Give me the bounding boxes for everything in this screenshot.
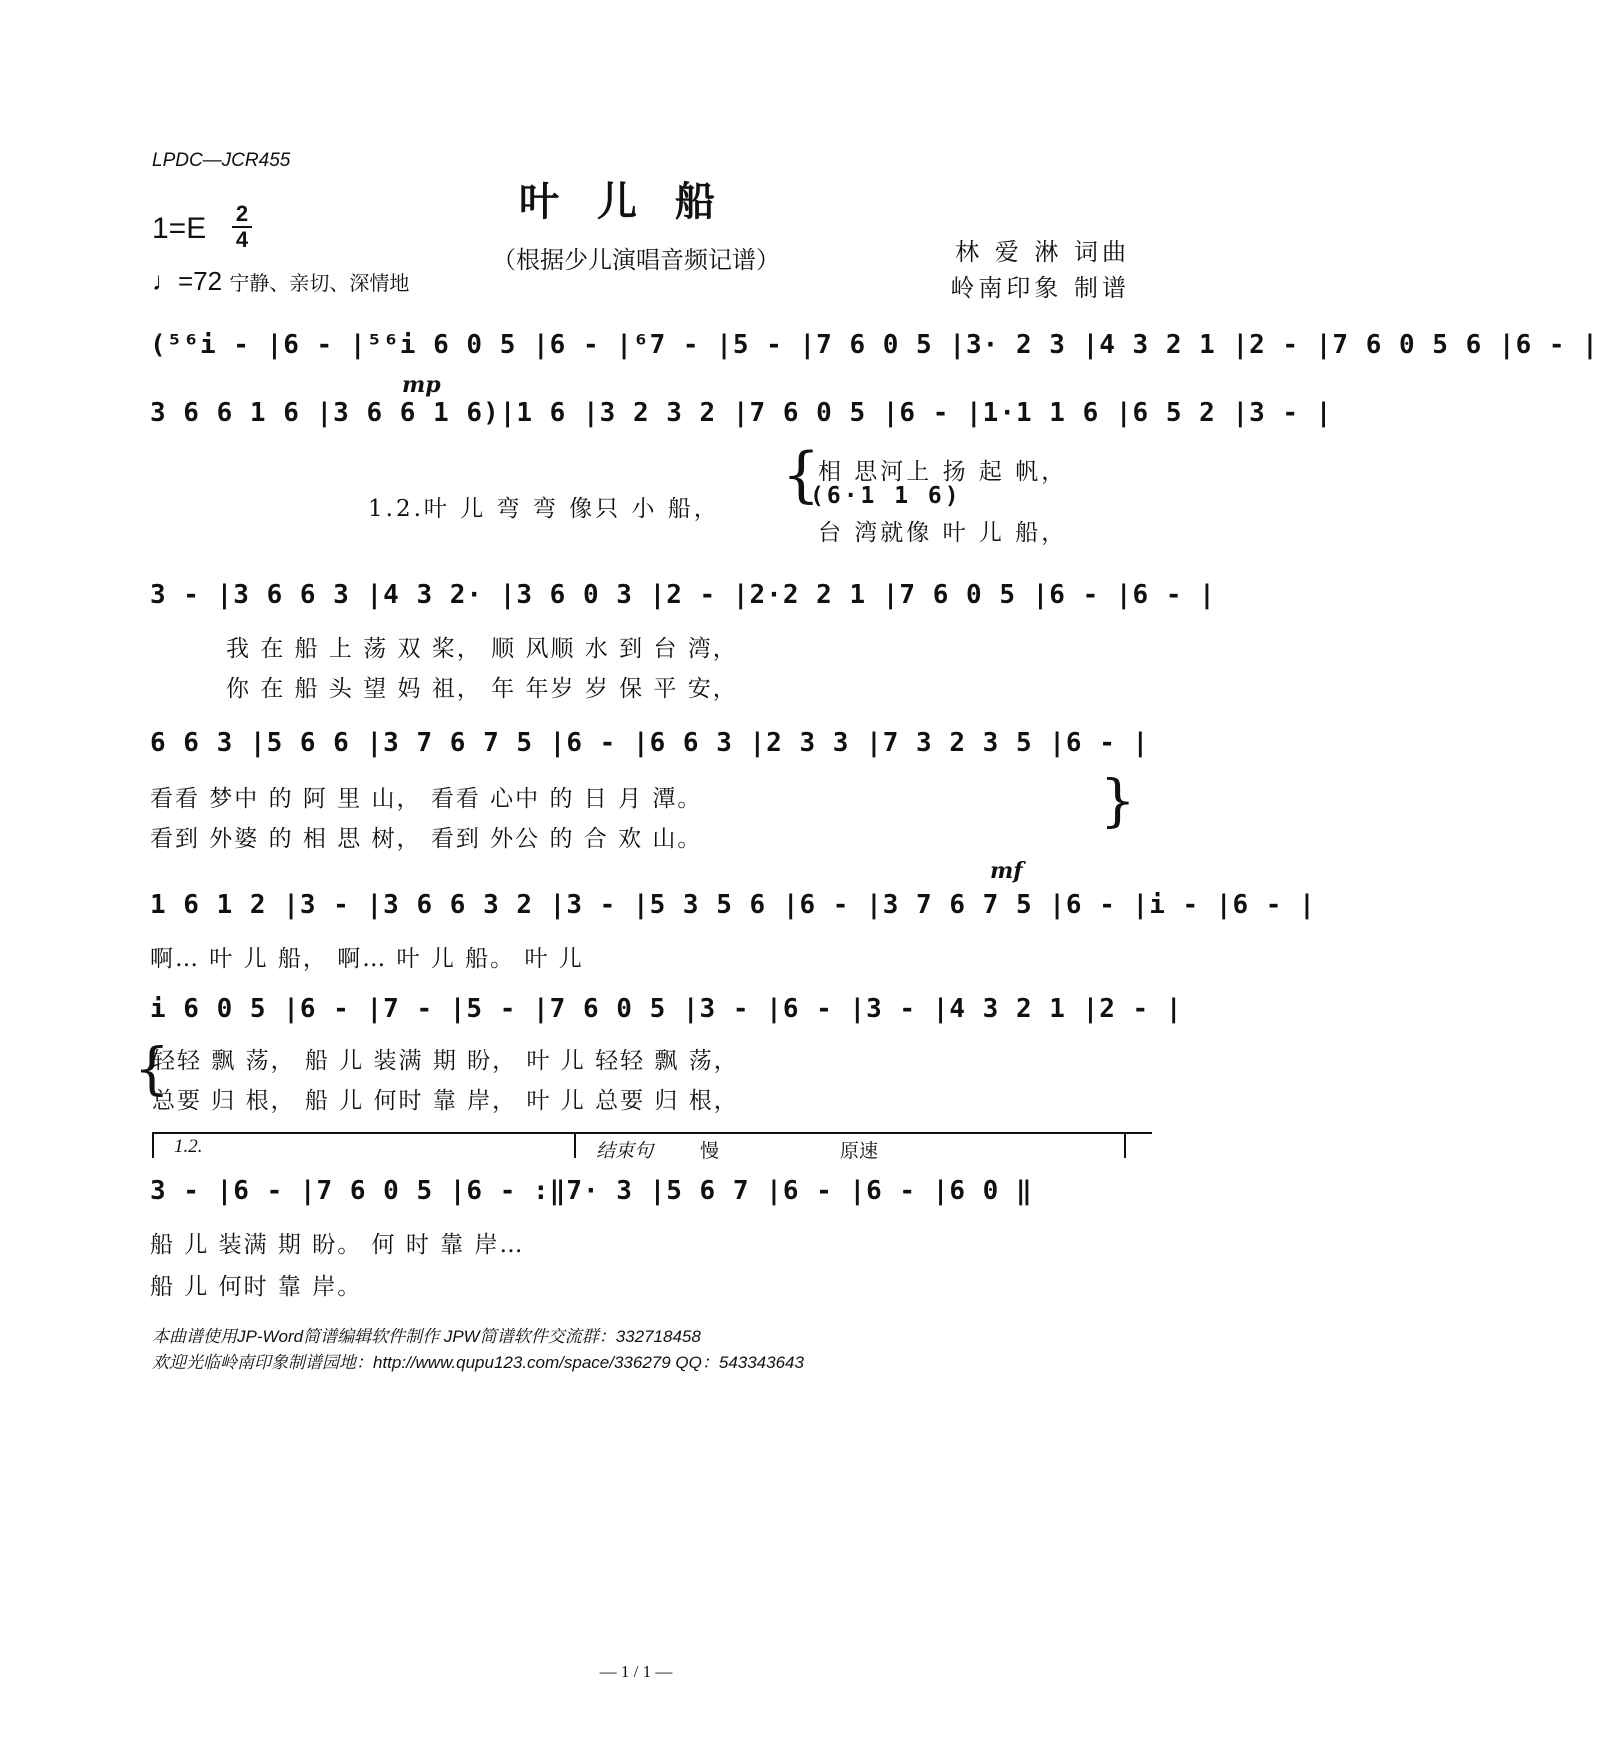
song-title: 叶儿船 <box>519 178 753 225</box>
score-row-1: (⁵⁶i - |6 - |⁵⁶i 6 0 5 |6 - |⁶7 - |5 - |7 6 0 5 |3· 2 3 |4 3 2 1 |2 - |7 6 0 5 6 |6 - | <box>150 330 1599 360</box>
arranger-credit: 岭南印象 制谱 <box>950 274 1130 302</box>
dynamic-mp: mp <box>402 372 441 398</box>
lyric-row-2-verse-1: 相 思河上 扬 起 帆， <box>818 459 1068 485</box>
lyricist-credit: 林 爱 淋 词曲 <box>955 238 1130 266</box>
verse-brace-left: { <box>782 440 821 510</box>
score-row-3: 3 - |3 6 6 3 |4 3 2· |3 6 0 3 |2 - |2·2 2 1 |7 6 0 5 |6 - |6 - | <box>150 580 1216 610</box>
lyric-row-2-verse-2: 台 湾就像 叶 儿 船， <box>818 520 1068 546</box>
lyric-row-6-verse-2: 总要 归 根， 船 儿 何时 靠 岸， 叶 儿 总要 归 根， <box>152 1088 739 1114</box>
score-row-7: 3 - |6 - |7 6 0 5 |6 - :‖7· 3 |5 6 7 |6 - |6 - |6 0 ‖ <box>150 1176 1033 1206</box>
score-row-5: 1 6 1 2 |3 - |3 6 6 3 2 |3 - |5 3 5 6 |6 - |3 7 6 7 5 |6 - |i - |6 - | <box>150 890 1316 920</box>
footer-line-2: 欢迎光临岭南印象制谱园地：http://www.qupu123.com/space/336279 QQ：543343643 <box>152 1353 804 1372</box>
tempo-original: 原速 <box>840 1140 879 1162</box>
lyric-row-4-verse-1: 看看 梦中 的 阿 里 山， 看看 心中 的 日 月 潭。 <box>150 786 703 812</box>
page-number: — 1 / 1 — <box>599 1662 673 1681</box>
volta-mid-tick <box>574 1132 576 1158</box>
volta-bracket <box>152 1132 1152 1134</box>
ending-label: 结束句 <box>596 1140 654 1162</box>
lyric-row-5: 啊… 叶 儿 船， 啊… 叶 儿 船。 叶 儿 <box>150 946 584 972</box>
lyric-row-3-verse-2: 你 在 船 头 望 妈 祖， 年 年岁 岁 保 平 安， <box>226 676 738 702</box>
time-signature-bottom: 4 <box>235 227 249 252</box>
tempo-value: ♩=72 <box>152 266 223 296</box>
volta-right-tick <box>1124 1132 1126 1158</box>
lyric-row-7-verse-1: 船 儿 装满 期 盼。 何 时 靠 岸… <box>150 1232 525 1258</box>
score-code: LPDC—JCR455 <box>152 150 291 171</box>
key-signature: 1=E <box>152 212 207 245</box>
lyric-row-3-verse-1: 我 在 船 上 荡 双 桨， 顺 风顺 水 到 台 湾， <box>226 636 738 662</box>
verse-brace-right: } <box>1100 769 1136 834</box>
tempo-marking <box>152 266 409 297</box>
score-row-2: 3 6 6 1 6 |3 6 6 1 6)|1 6 |3 2 3 2 |7 6 0 5 |6 - |1·1 1 6 |6 5 2 |3 - | <box>150 398 1333 428</box>
volta-label: 1.2. <box>174 1136 203 1157</box>
time-signature-top: 2 <box>235 201 249 226</box>
dynamic-mf: mf <box>990 858 1023 884</box>
score-row-6: i 6 0 5 |6 - |7 - |5 - |7 6 0 5 |3 - |6 - |3 - |4 3 2 1 |2 - | <box>150 994 1183 1024</box>
lyric-row-2-interlude: (6·1 1 6) <box>810 483 962 509</box>
mood-text: 宁静、亲切、深情地 <box>229 273 410 295</box>
lyric-row-6-verse-1: 轻轻 飘 荡， 船 儿 装满 期 盼， 叶 儿 轻轻 飘 荡， <box>152 1048 739 1074</box>
lyric-row-2-intro: 1.2.叶 儿 弯 弯 像只 小 船， <box>368 496 720 522</box>
volta-left-tick <box>152 1132 154 1158</box>
lyric-row-7-verse-2: 船 儿 何时 靠 岸。 <box>150 1274 363 1300</box>
lyric-row-4-verse-2: 看到 外婆 的 相 思 树， 看到 外公 的 合 欢 山。 <box>150 826 703 852</box>
song-subtitle: （根据少儿演唱音频记谱） <box>492 246 780 274</box>
time-signature <box>232 203 252 251</box>
score-row-4: 6 6 3 |5 6 6 |3 7 6 7 5 |6 - |6 6 3 |2 3 3 |7 3 2 3 5 |6 - | <box>150 728 1150 758</box>
verse-brace-row-6: { <box>134 1037 170 1102</box>
tempo-slow: 慢 <box>700 1140 720 1162</box>
footer-line-1: 本曲谱使用JP-Word简谱编辑软件制作 JPW简谱软件交流群：332718458 <box>152 1327 701 1346</box>
